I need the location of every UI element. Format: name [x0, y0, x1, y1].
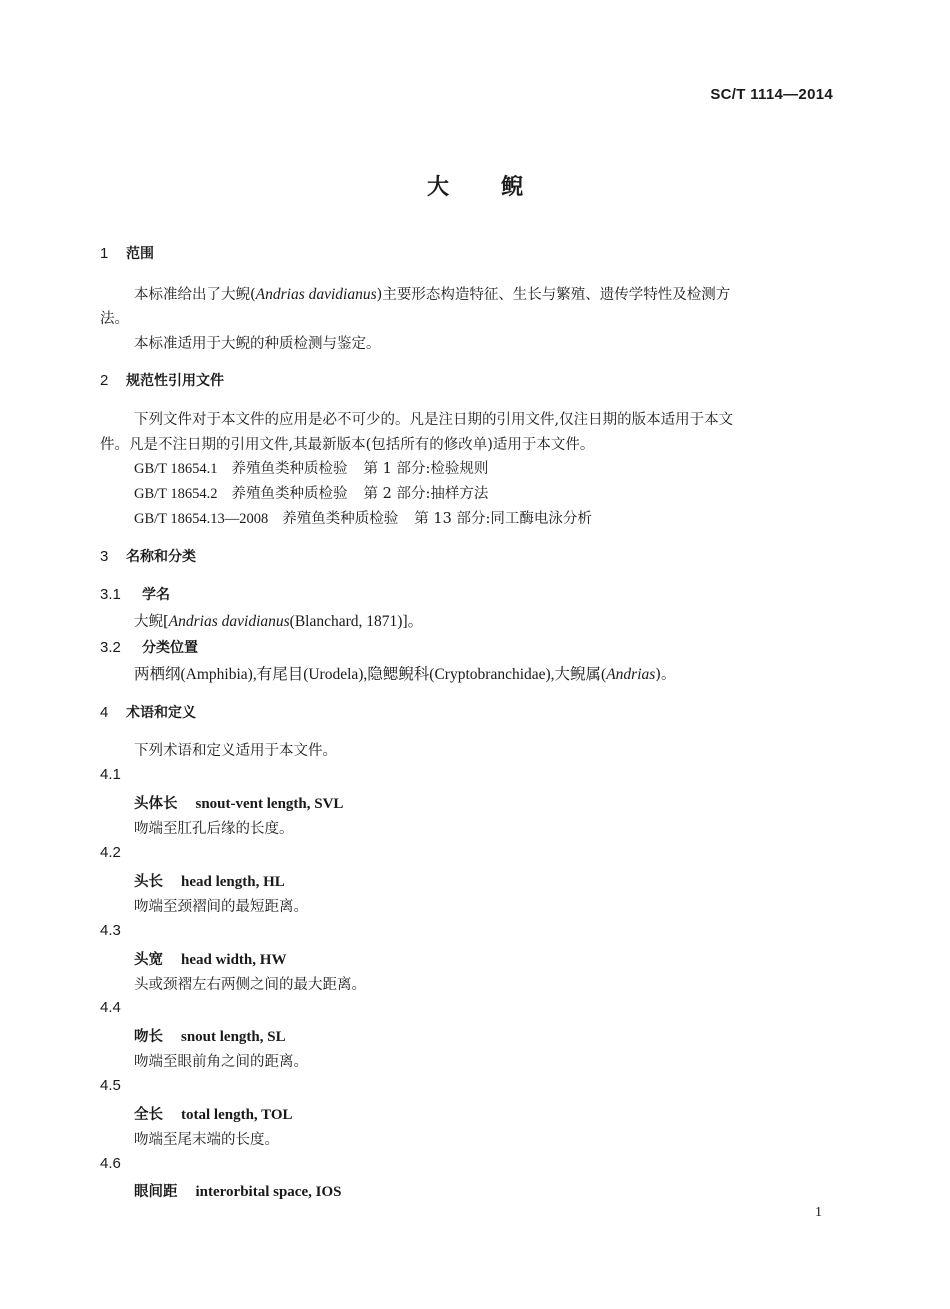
section-number: 3.1 [100, 586, 121, 603]
section-number: 3.2 [100, 639, 121, 656]
term-number: 4.6 [100, 1155, 121, 1172]
latin-name: Andrias [606, 666, 656, 683]
term-number: 4.2 [100, 844, 121, 861]
term-definition: 头或颈褶左右两侧之间的最大距离。 [134, 977, 366, 993]
term-entry [134, 792, 343, 813]
section-1-para-2: 本标准适用于大鲵的种质检测与鉴定。 [134, 336, 381, 352]
section-number: 3 [100, 548, 109, 565]
term-number: 4.5 [100, 1077, 121, 1094]
term-chinese: 吻长 [134, 1029, 163, 1045]
term-english: snout-vent length, SVL [195, 796, 344, 812]
section-2-para-line-1: 下列文件对于本文件的应用是必不可少的。凡是注日期的引用文件,仅注日期的版本适用于本文 [134, 412, 734, 428]
term-chinese: 全长 [134, 1107, 163, 1123]
section-number: 4 [100, 704, 109, 721]
text: 本标准给出了大鲵( [134, 287, 256, 303]
scientific-name [134, 609, 423, 631]
section-2-heading [100, 370, 224, 390]
reference-title: 养殖鱼类种质检验 [231, 461, 348, 477]
text: )主要形态构造特征、生长与繁殖、遗传学特性及检测方 [376, 287, 731, 303]
term-definition: 吻端至眼前角之间的距离。 [134, 1054, 308, 1070]
section-number: 2 [100, 372, 109, 389]
term-english: interorbital space, IOS [195, 1184, 342, 1200]
reference-item [134, 482, 488, 503]
section-title: 分类位置 [142, 640, 198, 656]
latin-name: Andrias davidianus [168, 613, 290, 630]
text: 两栖纲(Amphibia),有尾目(Urodela),隐鳃鲵科(Cryptobranchidae),大鲵属( [134, 666, 607, 683]
reference-part: 第 1 部分:检验规则 [363, 461, 489, 477]
text: )。 [655, 667, 676, 683]
latin-name: Andrias davidianus [255, 286, 377, 303]
term-english: total length, TOL [181, 1107, 293, 1123]
reference-item [134, 457, 488, 478]
reference-item [134, 507, 592, 528]
reference-code: GB/T 18654.13—2008 [134, 511, 269, 527]
section-2-para-line-2: 件。凡是不注日期的引用文件,其最新版本(包括所有的修改单)适用于本文件。 [100, 437, 595, 453]
term-chinese: 头宽 [134, 952, 163, 968]
term-english: snout length, SL [181, 1029, 286, 1045]
section-3-heading [100, 546, 196, 566]
term-entry [134, 870, 285, 891]
term-definition: 吻端至尾末端的长度。 [134, 1132, 279, 1148]
document-title: 大鲵 [426, 175, 575, 200]
term-entry [134, 948, 286, 969]
section-1-heading [100, 243, 154, 263]
section-3-2-heading [100, 637, 198, 657]
term-number: 4.3 [100, 922, 121, 939]
term-english: head length, HL [181, 874, 285, 890]
term-entry [134, 1103, 293, 1124]
term-number: 4.4 [100, 999, 121, 1016]
section-title: 规范性引用文件 [126, 373, 224, 389]
term-entry [134, 1025, 286, 1046]
page-number: 1 [815, 1205, 822, 1220]
term-english: head width, HW [181, 952, 287, 968]
section-3-1-heading [100, 584, 170, 604]
section-4-intro: 下列术语和定义适用于本文件。 [134, 743, 337, 759]
term-chinese: 头长 [134, 874, 163, 890]
term-number: 4.1 [100, 766, 121, 783]
section-title: 名称和分类 [126, 549, 196, 565]
term-definition: 吻端至颈褶间的最短距离。 [134, 899, 308, 915]
reference-part: 第 13 部分:同工酶电泳分析 [414, 511, 592, 527]
standard-number: SC/T 1114—2014 [710, 86, 833, 103]
section-title: 学名 [142, 587, 170, 603]
reference-code: GB/T 18654.2 [134, 486, 218, 502]
reference-part: 第 2 部分:抽样方法 [363, 486, 489, 502]
term-entry [134, 1180, 341, 1201]
section-1-para-1-line-1 [134, 283, 730, 304]
term-chinese: 头体长 [134, 796, 178, 812]
text: (Blanchard, 1871)]。 [289, 613, 424, 630]
reference-title: 养殖鱼类种质检验 [231, 486, 348, 502]
reference-title: 养殖鱼类种质检验 [282, 511, 399, 527]
section-title: 范围 [126, 246, 154, 262]
section-1-para-1-line-2: 法。 [100, 311, 129, 327]
term-chinese: 眼间距 [134, 1184, 178, 1200]
term-definition: 吻端至肛孔后缘的长度。 [134, 821, 294, 837]
section-number: 1 [100, 245, 109, 262]
section-title: 术语和定义 [126, 705, 196, 721]
taxonomic-position [134, 662, 675, 684]
section-4-heading [100, 702, 196, 722]
text: 大鲵[ [134, 614, 169, 630]
reference-code: GB/T 18654.1 [134, 461, 218, 477]
